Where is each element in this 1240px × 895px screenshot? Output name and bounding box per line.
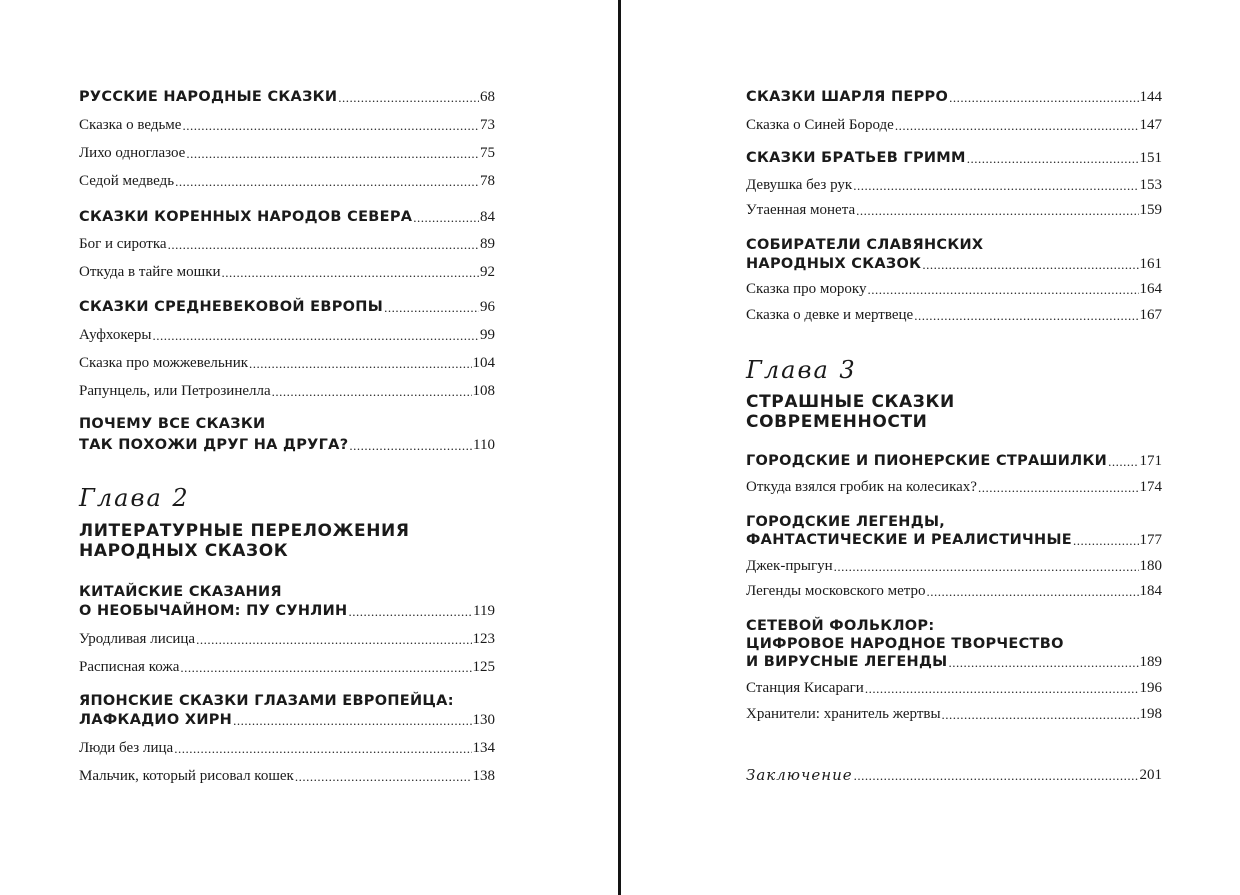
dot-leader bbox=[168, 238, 479, 251]
toc-section-slavic-collectors[interactable] bbox=[746, 253, 1162, 275]
page-number: 177 bbox=[1139, 532, 1162, 548]
page-number: 151 bbox=[1139, 150, 1162, 166]
page-number: 189 bbox=[1139, 654, 1162, 670]
page-number: 147 bbox=[1139, 117, 1162, 133]
page-number: 164 bbox=[1139, 281, 1162, 297]
toc-item[interactable] bbox=[746, 114, 1162, 136]
dot-leader bbox=[153, 329, 479, 342]
toc-item[interactable] bbox=[79, 261, 495, 283]
item-title: Расписная кожа bbox=[79, 659, 180, 675]
item-title: Мальчик, который рисовал кошек bbox=[79, 768, 294, 784]
chapter-title: СОВРЕМЕННОСТИ bbox=[746, 412, 928, 432]
dot-leader bbox=[222, 266, 479, 279]
page-number: 119 bbox=[473, 603, 495, 619]
toc-item[interactable] bbox=[79, 352, 495, 374]
item-title: Хранители: хранитель жертвы bbox=[746, 706, 941, 722]
page-number: 159 bbox=[1139, 202, 1162, 218]
section-title-line: ПОЧЕМУ ВСЕ СКАЗКИ bbox=[79, 416, 266, 432]
item-title: Люди без лица bbox=[79, 740, 174, 756]
page-number: 110 bbox=[473, 437, 495, 453]
page-number: 99 bbox=[480, 327, 495, 343]
toc-section-pu-songling[interactable] bbox=[79, 600, 495, 622]
section-title: СКАЗКИ БРАТЬЕВ ГРИММ bbox=[746, 150, 966, 166]
item-title: Утаенная монета bbox=[746, 202, 856, 218]
toc-section-net-folklore[interactable] bbox=[746, 651, 1162, 673]
page-number: 78 bbox=[480, 173, 495, 189]
page-number: 180 bbox=[1139, 558, 1162, 574]
toc-section-lafcadio-hearn[interactable] bbox=[79, 709, 495, 731]
dot-leader bbox=[922, 258, 1138, 271]
conclusion-title: Заключение bbox=[746, 766, 853, 784]
dot-leader bbox=[384, 301, 479, 314]
item-title: Станция Кисараги bbox=[746, 680, 864, 696]
dot-leader bbox=[295, 770, 472, 783]
dot-leader bbox=[180, 661, 471, 674]
toc-item[interactable] bbox=[746, 476, 1162, 498]
item-title: Легенды московского метро bbox=[746, 583, 926, 599]
dot-leader bbox=[914, 309, 1138, 322]
toc-section-why-similar[interactable] bbox=[79, 434, 495, 456]
dot-leader bbox=[865, 682, 1139, 695]
toc-section-perrault[interactable] bbox=[746, 86, 1162, 108]
page-number: 104 bbox=[472, 355, 495, 371]
item-title: Лихо одноглазое bbox=[79, 145, 186, 161]
dot-leader bbox=[1073, 534, 1139, 547]
chapter-title: СТРАШНЫЕ СКАЗКИ bbox=[746, 392, 955, 412]
chapter-title: НАРОДНЫХ СКАЗОК bbox=[79, 541, 289, 561]
item-title: Девушка без рук bbox=[746, 177, 853, 193]
dot-leader bbox=[174, 742, 471, 755]
chapter-title: ЛИТЕРАТУРНЫЕ ПЕРЕЛОЖЕНИЯ bbox=[79, 521, 410, 541]
dot-leader bbox=[1108, 455, 1138, 468]
section-title: ЛАФКАДИО ХИРН bbox=[79, 712, 233, 728]
section-title: РУССКИЕ НАРОДНЫЕ СКАЗКИ bbox=[79, 89, 338, 105]
page-number: 89 bbox=[480, 236, 495, 252]
section-title: НАРОДНЫХ СКАЗОК bbox=[746, 256, 922, 272]
toc-conclusion[interactable] bbox=[746, 760, 1162, 786]
item-title: Рапунцель, или Петрозинелла bbox=[79, 383, 271, 399]
page-number: 123 bbox=[472, 631, 495, 647]
page-number: 171 bbox=[1139, 453, 1162, 469]
toc-section-medieval-europe[interactable] bbox=[79, 296, 495, 318]
toc-section-urban-legends[interactable] bbox=[746, 529, 1162, 551]
page-number: 153 bbox=[1139, 177, 1162, 193]
dot-leader bbox=[856, 204, 1138, 217]
page-number: 144 bbox=[1139, 89, 1162, 105]
toc-section-northern-peoples[interactable] bbox=[79, 206, 495, 228]
page-number: 198 bbox=[1139, 706, 1162, 722]
toc-item[interactable] bbox=[79, 114, 495, 136]
item-title: Откуда в тайге мошки bbox=[79, 264, 221, 280]
page-number: 108 bbox=[472, 383, 495, 399]
dot-leader bbox=[249, 357, 471, 370]
dot-leader bbox=[233, 714, 471, 727]
section-title-line: КИТАЙСКИЕ СКАЗАНИЯ bbox=[79, 584, 282, 600]
toc-item[interactable] bbox=[746, 703, 1162, 725]
dot-leader bbox=[413, 211, 479, 224]
toc-section-grimm[interactable] bbox=[746, 147, 1162, 169]
toc-section-pioneer-horror[interactable] bbox=[746, 450, 1162, 472]
dot-leader bbox=[867, 283, 1138, 296]
page-number: 84 bbox=[480, 209, 495, 225]
dot-leader bbox=[834, 560, 1139, 573]
toc-item[interactable] bbox=[79, 380, 495, 402]
page-number: 73 bbox=[480, 117, 495, 133]
toc-item[interactable] bbox=[79, 233, 495, 255]
page-number: 96 bbox=[480, 299, 495, 315]
section-title: СКАЗКИ КОРЕННЫХ НАРОДОВ СЕВЕРА bbox=[79, 209, 413, 225]
item-title: Сказка о ведьме bbox=[79, 117, 182, 133]
toc-item[interactable] bbox=[746, 278, 1162, 300]
section-title: СКАЗКИ СРЕДНЕВЕКОВОЙ ЕВРОПЫ bbox=[79, 299, 384, 315]
dot-leader bbox=[348, 605, 472, 618]
page-number: 184 bbox=[1139, 583, 1162, 599]
page-number: 196 bbox=[1139, 680, 1162, 696]
item-title: Сказка про мороку bbox=[746, 281, 867, 297]
toc-item[interactable] bbox=[746, 199, 1162, 221]
item-title: Сказка про можжевельник bbox=[79, 355, 249, 371]
item-title: Сказка о девке и мертвеце bbox=[746, 307, 914, 323]
page-number: 201 bbox=[1139, 767, 1162, 783]
page-number: 130 bbox=[472, 712, 495, 728]
toc-item[interactable] bbox=[746, 677, 1162, 699]
page-number: 125 bbox=[472, 659, 495, 675]
dot-leader bbox=[338, 91, 479, 104]
item-title: Седой медведь bbox=[79, 173, 175, 189]
item-title: Сказка о Синей Бороде bbox=[746, 117, 894, 133]
toc-item[interactable] bbox=[746, 555, 1162, 577]
dot-leader bbox=[196, 633, 471, 646]
section-title: ФАНТАСТИЧЕСКИЕ И РЕАЛИСТИЧНЫЕ bbox=[746, 532, 1072, 548]
toc-item[interactable] bbox=[746, 580, 1162, 602]
toc-item[interactable] bbox=[746, 174, 1162, 196]
toc-item[interactable] bbox=[79, 170, 495, 192]
chapter-label: Глава 3 bbox=[746, 356, 857, 384]
section-title-line: ГОРОДСКИЕ ЛЕГЕНДЫ, bbox=[746, 514, 946, 530]
toc-item[interactable] bbox=[746, 304, 1162, 326]
dot-leader bbox=[349, 439, 472, 452]
dot-leader bbox=[949, 656, 1139, 669]
section-title-line: СЕТЕВОЙ ФОЛЬКЛОР: bbox=[746, 618, 935, 634]
section-title-line: ЯПОНСКИЕ СКАЗКИ ГЛАЗАМИ ЕВРОПЕЙЦА: bbox=[79, 693, 454, 709]
toc-item[interactable] bbox=[79, 324, 495, 346]
section-title: ГОРОДСКИЕ И ПИОНЕРСКИЕ СТРАШИЛКИ bbox=[746, 453, 1108, 469]
dot-leader bbox=[272, 385, 472, 398]
dot-leader bbox=[186, 147, 479, 160]
section-title: ТАК ПОХОЖИ ДРУГ НА ДРУГА? bbox=[79, 437, 349, 453]
page-number: 134 bbox=[472, 740, 495, 756]
toc-item[interactable] bbox=[79, 656, 495, 678]
dot-leader bbox=[895, 119, 1139, 132]
page-number: 68 bbox=[480, 89, 495, 105]
page-number: 174 bbox=[1139, 479, 1162, 495]
chapter-label: Глава 2 bbox=[79, 484, 190, 512]
dot-leader bbox=[853, 179, 1138, 192]
item-title: Бог и сиротка bbox=[79, 236, 167, 252]
dot-leader bbox=[942, 708, 1139, 721]
item-title: Откуда взялся гробик на колесиках? bbox=[746, 479, 977, 495]
dot-leader bbox=[182, 119, 479, 132]
section-title: И ВИРУСНЫЕ ЛЕГЕНДЫ bbox=[746, 654, 948, 670]
page-number: 75 bbox=[480, 145, 495, 161]
dot-leader bbox=[967, 152, 1139, 165]
book-spine bbox=[618, 0, 621, 895]
dot-leader bbox=[978, 481, 1139, 494]
toc-section-russian-tales[interactable] bbox=[79, 86, 495, 108]
page-number: 92 bbox=[480, 264, 495, 280]
dot-leader bbox=[854, 769, 1139, 782]
item-title: Ауфхокеры bbox=[79, 327, 152, 343]
dot-leader bbox=[175, 175, 479, 188]
page-number: 167 bbox=[1139, 307, 1162, 323]
toc-item[interactable] bbox=[79, 628, 495, 650]
section-title-line: СОБИРАТЕЛИ СЛАВЯНСКИХ bbox=[746, 237, 984, 253]
page-number: 161 bbox=[1139, 256, 1162, 272]
toc-item[interactable] bbox=[79, 765, 495, 787]
section-title: О НЕОБЫЧАЙНОМ: ПУ СУНЛИН bbox=[79, 603, 348, 619]
page-number: 138 bbox=[472, 768, 495, 784]
toc-item[interactable] bbox=[79, 737, 495, 759]
toc-item[interactable] bbox=[79, 142, 495, 164]
section-title: СКАЗКИ ШАРЛЯ ПЕРРО bbox=[746, 89, 949, 105]
dot-leader bbox=[949, 91, 1138, 104]
section-title-line: ЦИФРОВОЕ НАРОДНОЕ ТВОРЧЕСТВО bbox=[746, 636, 1064, 652]
item-title: Уродливая лисица bbox=[79, 631, 196, 647]
item-title: Джек-прыгун bbox=[746, 558, 833, 574]
dot-leader bbox=[926, 585, 1138, 598]
